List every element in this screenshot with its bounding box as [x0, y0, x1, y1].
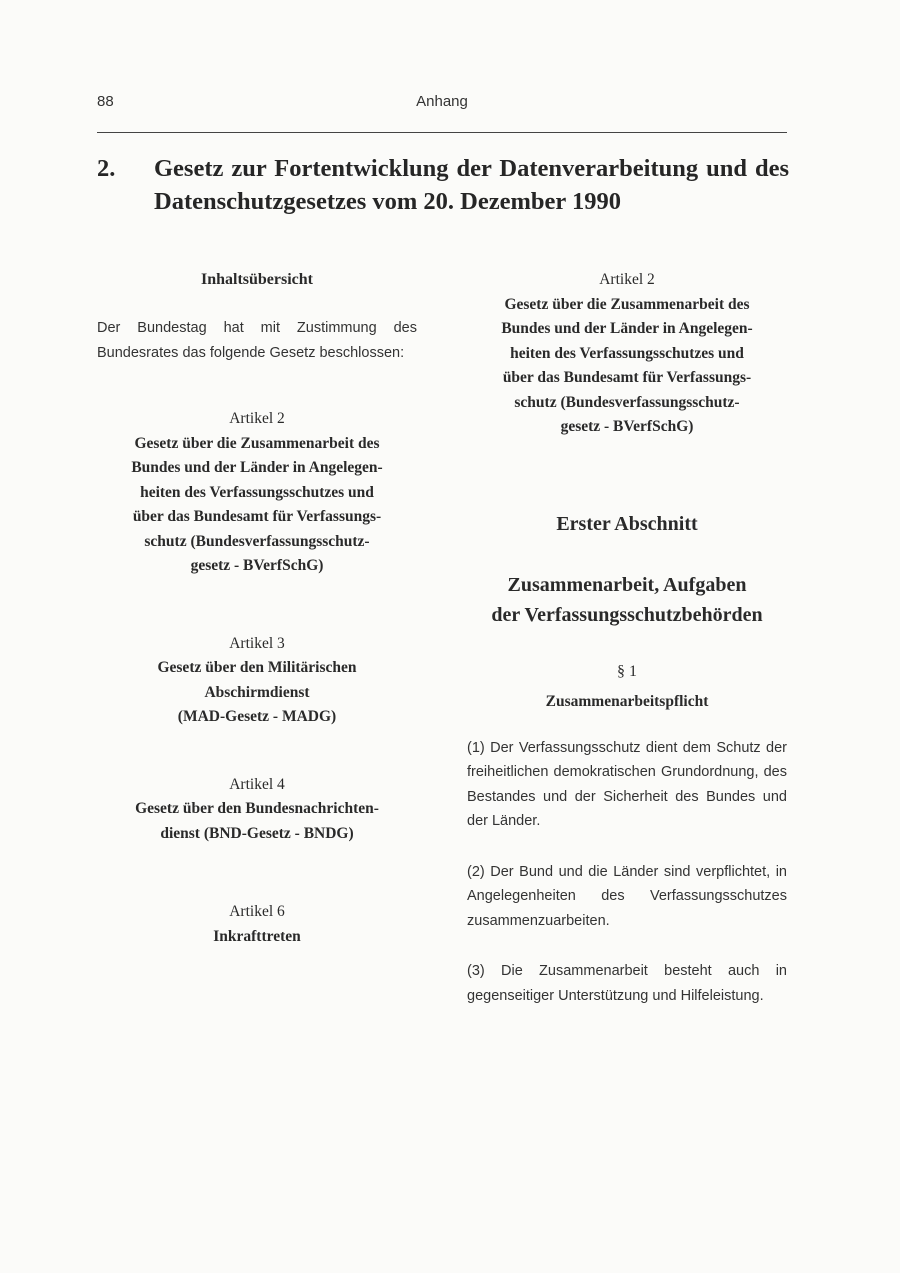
article-number: Artikel 2	[599, 271, 655, 288]
clause-3: (3) Die Zusammenarbeit besteht auch in gegenseitiger Unterstützung und Hilfeleistung.	[467, 963, 787, 1004]
article-number: Artikel 6	[229, 903, 285, 920]
article-title: Gesetz über die Zusammenarbeit des Bundes und der Länder in Angelegen- heiten des Verfassungsschutzes und über das Bundesamt für Verfassungs- schutz (Bundesverfassungsschutz- gesetz - BVerfSchG)	[131, 434, 383, 574]
intro-text: Der Bundestag hat mit Zustimmung des Bundesrates das folgende Gesetz beschlossen:	[97, 320, 417, 361]
title-line-2: Datenschutzgesetzes vom 20. Dezember 1990	[154, 188, 621, 215]
paragraph-sign: § 1	[617, 662, 637, 680]
toc-heading: Inhaltsübersicht	[200, 271, 314, 288]
page-number: 88	[97, 93, 114, 110]
article-title: Gesetz über den Militärischen Abschirmdienst (MAD-Gesetz - MADG)	[157, 659, 357, 725]
paragraph-title: Zusammenarbeitspflicht	[545, 692, 709, 710]
left-column	[97, 268, 417, 949]
article-number: Artikel 4	[229, 775, 285, 793]
running-title: Anhang	[416, 93, 468, 110]
section-subtitle: Zusammenarbeit, Aufgaben der Verfassungsschutzbehörden	[491, 573, 763, 626]
toc-article-3	[97, 632, 417, 730]
title-number: 2.	[97, 155, 116, 182]
toc-article-6	[97, 900, 417, 949]
page-header	[97, 93, 787, 115]
section-heading: Erster Abschnitt	[556, 512, 698, 535]
article-title: Inkrafttreten	[213, 927, 301, 945]
article-title: Gesetz über die Zusammenarbeit des Bundes und der Länder in Angelegen- heiten des Verfassungsschutzes und über das Bundesamt für Verfassungs- schutz (Bundesverfassungsschutz- gesetz - BVerfSchG)	[501, 295, 753, 435]
article-number: Artikel 3	[229, 634, 285, 652]
toc-article-4	[97, 773, 417, 847]
article-number: Artikel 2	[229, 410, 285, 427]
header-rule	[97, 132, 787, 133]
clause-2: (2) Der Bund und die Länder sind verpflichtet, in Angelegenheiten des Verfassungsschutzes zusammenzuarbeiten.	[467, 863, 787, 929]
article-2-heading	[467, 268, 787, 440]
clause-1: (1) Der Verfassungsschutz dient dem Schutz der freiheitlichen demokratischen Grundordnung, des Bestandes und der Sicherheit des Bundes und der Länder.	[467, 739, 787, 829]
title-line-1: Gesetz zur Fortentwicklung der Datenverarbeitung und des	[154, 155, 789, 182]
toc-article-2	[97, 407, 417, 579]
article-title: Gesetz über den Bundesnachrichten- dienst (BND-Gesetz - BNDG)	[135, 800, 379, 842]
right-column	[467, 268, 787, 1008]
